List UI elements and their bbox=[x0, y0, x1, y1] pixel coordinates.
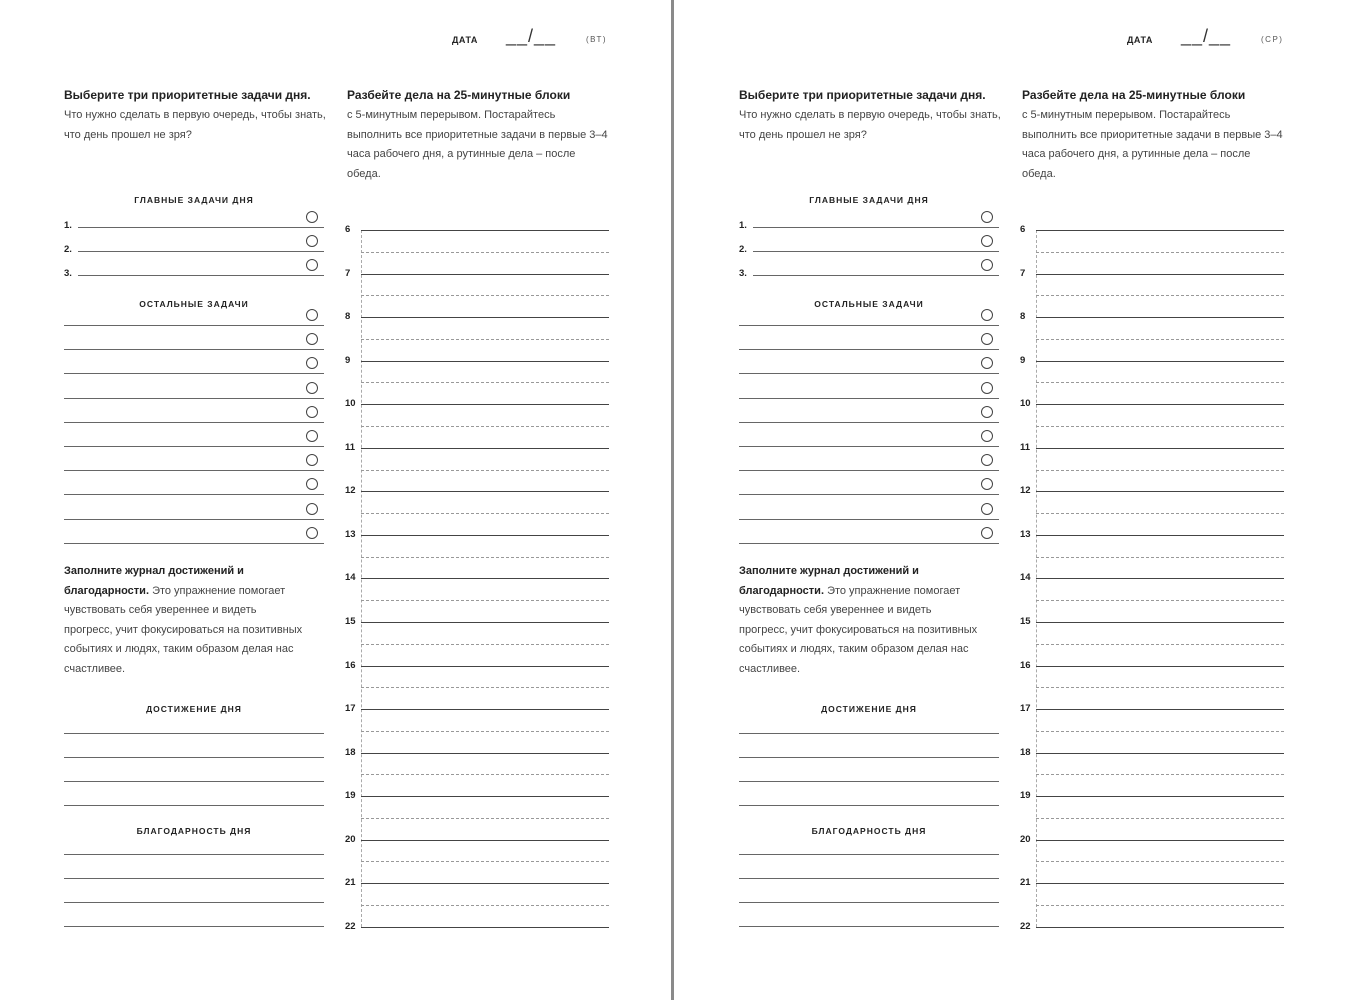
main-task-number: 1. bbox=[64, 220, 72, 231]
hour-label: 11 bbox=[1020, 441, 1031, 453]
gratitude-label: БЛАГОДАРНОСТЬ ДНЯ bbox=[136, 826, 252, 836]
gratitude-line[interactable] bbox=[739, 902, 999, 903]
journal-text bbox=[64, 562, 304, 679]
half-hour-line[interactable] bbox=[1036, 818, 1284, 819]
hour-line[interactable] bbox=[1036, 622, 1284, 623]
priorities-text: Что нужно сделать в первую очередь, чтобы знать, что день прошел не зря? bbox=[739, 109, 1001, 141]
date-blank-field[interactable]: __/__ bbox=[1181, 26, 1232, 46]
hour-label: 16 bbox=[345, 659, 356, 671]
gratitude-label: БЛАГОДАРНОСТЬ ДНЯ bbox=[811, 826, 927, 836]
journal-description: Это упражнение помогает чувствовать себя увереннее и видеть прогресс, учит фокусироваться на позитивных событиях и людях, таким образом делая нас счастливее. bbox=[739, 584, 978, 675]
hour-label: 6 bbox=[1020, 224, 1026, 235]
hour-line[interactable] bbox=[1036, 404, 1284, 405]
hour-line[interactable] bbox=[361, 622, 609, 623]
main-task-number: 2. bbox=[64, 244, 72, 255]
half-hour-line[interactable] bbox=[1036, 557, 1284, 558]
half-hour-line[interactable] bbox=[1036, 470, 1284, 471]
other-task-line[interactable] bbox=[739, 325, 999, 326]
hour-label: 12 bbox=[1020, 485, 1031, 497]
other-tasks-label: ОСТАЛЬНЫЕ ЗАДАЧИ bbox=[139, 299, 249, 309]
task-checkbox-circle[interactable] bbox=[306, 333, 318, 345]
main-tasks-label: ГЛАВНЫЕ ЗАДАЧИ ДНЯ bbox=[134, 195, 254, 205]
main-task-line[interactable] bbox=[78, 275, 324, 276]
half-hour-line[interactable] bbox=[1036, 731, 1284, 732]
task-checkbox-circle[interactable] bbox=[981, 454, 993, 466]
hour-line[interactable] bbox=[1036, 796, 1284, 797]
half-hour-line[interactable] bbox=[1036, 774, 1284, 775]
hour-line[interactable] bbox=[1036, 274, 1284, 275]
hour-line[interactable] bbox=[361, 666, 609, 667]
main-tasks-label: ГЛАВНЫЕ ЗАДАЧИ ДНЯ bbox=[809, 195, 929, 205]
blocks-heading: Разбейте дела на 25-минутные блоки bbox=[1022, 88, 1246, 102]
other-task-line[interactable] bbox=[64, 470, 324, 471]
half-hour-line[interactable] bbox=[1036, 513, 1284, 514]
hour-label: 18 bbox=[1020, 746, 1031, 758]
half-hour-line[interactable] bbox=[1036, 905, 1284, 906]
task-checkbox-circle[interactable] bbox=[981, 478, 993, 490]
half-hour-line[interactable] bbox=[361, 382, 609, 383]
other-task-line[interactable] bbox=[64, 422, 324, 423]
other-task-line[interactable] bbox=[739, 543, 999, 544]
hour-line[interactable] bbox=[361, 709, 609, 710]
hour-label: 10 bbox=[1020, 398, 1031, 410]
hour-label: 11 bbox=[345, 441, 356, 453]
half-hour-line[interactable] bbox=[361, 731, 609, 732]
other-task-line[interactable] bbox=[64, 325, 324, 326]
other-task-line[interactable] bbox=[739, 470, 999, 471]
other-task-line[interactable] bbox=[64, 494, 324, 495]
other-task-line[interactable] bbox=[739, 519, 999, 520]
half-hour-line[interactable] bbox=[361, 644, 609, 645]
half-hour-line[interactable] bbox=[361, 818, 609, 819]
main-task-line[interactable] bbox=[78, 227, 324, 228]
gratitude-line[interactable] bbox=[739, 878, 999, 879]
task-checkbox-circle[interactable] bbox=[981, 430, 993, 442]
hour-label: 14 bbox=[345, 572, 356, 584]
hour-label: 7 bbox=[1020, 267, 1026, 279]
task-checkbox-circle[interactable] bbox=[981, 309, 993, 321]
hour-line[interactable] bbox=[1036, 448, 1284, 449]
hour-label: 17 bbox=[345, 703, 356, 715]
hour-line[interactable] bbox=[1036, 709, 1284, 710]
hour-label: 21 bbox=[345, 877, 356, 889]
achievement-label: ДОСТИЖЕНИЕ ДНЯ bbox=[821, 704, 917, 714]
hour-label: 17 bbox=[1020, 703, 1031, 715]
hour-line[interactable] bbox=[1036, 535, 1284, 536]
task-checkbox-circle[interactable] bbox=[981, 259, 993, 271]
blocks-text: с 5-минутным перерывом. Постарайтесь выполнить все приоритетные задачи в первые 3–4 часа рабочего дня, а рутинные дела – после обеда. bbox=[347, 109, 608, 180]
hour-line[interactable] bbox=[361, 448, 609, 449]
priorities-text: Что нужно сделать в первую очередь, чтобы знать, что день прошел не зря? bbox=[64, 109, 326, 141]
date-label: ДАТА bbox=[1127, 35, 1153, 45]
gratitude-line[interactable] bbox=[739, 854, 999, 855]
task-checkbox-circle[interactable] bbox=[981, 382, 993, 394]
task-checkbox-circle[interactable] bbox=[306, 406, 318, 418]
main-task-number: 2. bbox=[739, 244, 747, 255]
hour-line[interactable] bbox=[1036, 491, 1284, 492]
date-label: ДАТА bbox=[452, 35, 478, 45]
other-task-line[interactable] bbox=[64, 373, 324, 374]
other-task-line[interactable] bbox=[739, 398, 999, 399]
main-task-line[interactable] bbox=[753, 227, 999, 228]
achievement-label: ДОСТИЖЕНИЕ ДНЯ bbox=[146, 704, 242, 714]
hour-label: 13 bbox=[345, 528, 356, 540]
task-checkbox-circle[interactable] bbox=[981, 333, 993, 345]
hour-label: 9 bbox=[345, 354, 351, 366]
other-task-line[interactable] bbox=[64, 398, 324, 399]
journal-heading: Заполните журнал достижений и благодарности. bbox=[739, 565, 919, 597]
half-hour-line[interactable] bbox=[1036, 600, 1284, 601]
task-checkbox-circle[interactable] bbox=[306, 259, 318, 271]
task-checkbox-circle[interactable] bbox=[981, 357, 993, 369]
hour-label: 16 bbox=[1020, 659, 1031, 671]
hour-line[interactable] bbox=[361, 883, 609, 884]
hour-line[interactable] bbox=[1036, 666, 1284, 667]
gratitude-line[interactable] bbox=[64, 902, 324, 903]
half-hour-line[interactable] bbox=[1036, 252, 1284, 253]
half-hour-line[interactable] bbox=[361, 426, 609, 427]
hour-label: 12 bbox=[345, 485, 356, 497]
half-hour-line[interactable] bbox=[1036, 382, 1284, 383]
half-hour-line[interactable] bbox=[1036, 339, 1284, 340]
gratitude-line[interactable] bbox=[739, 926, 999, 927]
hour-line[interactable] bbox=[1036, 840, 1284, 841]
hour-line[interactable] bbox=[361, 361, 609, 362]
hour-line[interactable] bbox=[361, 230, 609, 231]
hour-label: 14 bbox=[1020, 572, 1031, 584]
other-task-line[interactable] bbox=[739, 494, 999, 495]
half-hour-line[interactable] bbox=[361, 295, 609, 296]
main-task-line[interactable] bbox=[753, 251, 999, 252]
task-checkbox-circle[interactable] bbox=[306, 527, 318, 539]
hour-label: 10 bbox=[345, 398, 356, 410]
task-checkbox-circle[interactable] bbox=[981, 503, 993, 515]
hour-label: 20 bbox=[1020, 833, 1031, 845]
hour-line[interactable] bbox=[361, 535, 609, 536]
main-task-line[interactable] bbox=[753, 275, 999, 276]
journal-heading: Заполните журнал достижений и благодарности. bbox=[64, 565, 244, 597]
hour-label: 22 bbox=[345, 920, 356, 932]
half-hour-line[interactable] bbox=[361, 774, 609, 775]
gratitude-line[interactable] bbox=[64, 878, 324, 879]
achievement-line[interactable] bbox=[64, 781, 324, 782]
half-hour-line[interactable] bbox=[361, 339, 609, 340]
main-task-line[interactable] bbox=[78, 251, 324, 252]
hour-line[interactable] bbox=[1036, 317, 1284, 318]
achievement-line[interactable] bbox=[739, 757, 999, 758]
hour-label: 20 bbox=[345, 833, 356, 845]
other-task-line[interactable] bbox=[64, 543, 324, 544]
half-hour-line[interactable] bbox=[361, 470, 609, 471]
achievement-line[interactable] bbox=[739, 781, 999, 782]
half-hour-line[interactable] bbox=[361, 513, 609, 514]
hour-line[interactable] bbox=[1036, 578, 1284, 579]
half-hour-line[interactable] bbox=[1036, 861, 1284, 862]
half-hour-line[interactable] bbox=[361, 557, 609, 558]
hour-line[interactable] bbox=[361, 840, 609, 841]
task-checkbox-circle[interactable] bbox=[306, 357, 318, 369]
task-checkbox-circle[interactable] bbox=[306, 211, 318, 223]
half-hour-line[interactable] bbox=[361, 905, 609, 906]
day-of-week: (СР) bbox=[1261, 35, 1284, 44]
half-hour-line[interactable] bbox=[1036, 426, 1284, 427]
other-task-line[interactable] bbox=[64, 349, 324, 350]
half-hour-line[interactable] bbox=[361, 687, 609, 688]
hour-line[interactable] bbox=[1036, 230, 1284, 231]
hour-label: 21 bbox=[1020, 877, 1031, 889]
gratitude-line[interactable] bbox=[64, 854, 324, 855]
half-hour-line[interactable] bbox=[361, 600, 609, 601]
other-tasks-label: ОСТАЛЬНЫЕ ЗАДАЧИ bbox=[814, 299, 924, 309]
other-task-line[interactable] bbox=[739, 446, 999, 447]
hour-line[interactable] bbox=[361, 317, 609, 318]
hour-label: 19 bbox=[345, 790, 356, 802]
other-task-line[interactable] bbox=[739, 373, 999, 374]
other-task-line[interactable] bbox=[739, 422, 999, 423]
task-checkbox-circle[interactable] bbox=[981, 235, 993, 247]
hour-line[interactable] bbox=[1036, 361, 1284, 362]
other-task-line[interactable] bbox=[739, 349, 999, 350]
achievement-line[interactable] bbox=[64, 805, 324, 806]
hour-label: 22 bbox=[1020, 920, 1031, 932]
other-task-line[interactable] bbox=[64, 446, 324, 447]
achievement-line[interactable] bbox=[739, 733, 999, 734]
task-checkbox-circle[interactable] bbox=[306, 430, 318, 442]
hour-label: 15 bbox=[345, 615, 356, 627]
blocks-heading: Разбейте дела на 25-минутные блоки bbox=[347, 88, 571, 102]
priorities-heading: Выберите три приоритетные задачи дня. bbox=[739, 88, 986, 102]
task-checkbox-circle[interactable] bbox=[306, 478, 318, 490]
task-checkbox-circle[interactable] bbox=[306, 503, 318, 515]
hour-line[interactable] bbox=[1036, 753, 1284, 754]
blocks-text: с 5-минутным перерывом. Постарайтесь выполнить все приоритетные задачи в первые 3–4 часа рабочего дня, а рутинные дела – после обеда. bbox=[1022, 109, 1283, 180]
other-task-line[interactable] bbox=[64, 519, 324, 520]
journal-description: Это упражнение помогает чувствовать себя увереннее и видеть прогресс, учит фокусироваться на позитивных событиях и людях, таким образом делая нас счастливее. bbox=[64, 584, 303, 675]
hour-label: 13 bbox=[1020, 528, 1031, 540]
achievement-line[interactable] bbox=[64, 733, 324, 734]
main-task-number: 3. bbox=[64, 268, 72, 279]
journal-text bbox=[739, 562, 979, 679]
achievement-line[interactable] bbox=[64, 757, 324, 758]
hour-line[interactable] bbox=[361, 274, 609, 275]
hour-label: 19 bbox=[1020, 790, 1031, 802]
task-checkbox-circle[interactable] bbox=[981, 211, 993, 223]
hour-line[interactable] bbox=[361, 927, 609, 928]
task-checkbox-circle[interactable] bbox=[306, 309, 318, 321]
task-checkbox-circle[interactable] bbox=[981, 406, 993, 418]
date-row bbox=[1127, 26, 1297, 46]
gratitude-line[interactable] bbox=[64, 926, 324, 927]
hour-label: 15 bbox=[1020, 615, 1031, 627]
task-checkbox-circle[interactable] bbox=[306, 454, 318, 466]
hour-line[interactable] bbox=[361, 404, 609, 405]
hour-line[interactable] bbox=[361, 491, 609, 492]
hour-label: 6 bbox=[345, 224, 351, 235]
half-hour-line[interactable] bbox=[1036, 644, 1284, 645]
task-checkbox-circle[interactable] bbox=[306, 382, 318, 394]
date-blank-field[interactable]: __/__ bbox=[506, 26, 557, 46]
task-checkbox-circle[interactable] bbox=[306, 235, 318, 247]
hour-line[interactable] bbox=[1036, 883, 1284, 884]
page-left bbox=[0, 0, 672, 1000]
hour-label: 18 bbox=[345, 746, 356, 758]
priorities-heading: Выберите три приоритетные задачи дня. bbox=[64, 88, 311, 102]
achievement-line[interactable] bbox=[739, 805, 999, 806]
hour-label: 8 bbox=[345, 311, 351, 323]
day-of-week: (ВТ) bbox=[586, 35, 608, 44]
half-hour-line[interactable] bbox=[361, 252, 609, 253]
hour-label: 7 bbox=[345, 267, 351, 279]
page-right bbox=[675, 0, 1347, 1000]
hour-line[interactable] bbox=[361, 753, 609, 754]
main-task-number: 3. bbox=[739, 268, 747, 279]
hour-line[interactable] bbox=[361, 796, 609, 797]
hour-label: 8 bbox=[1020, 311, 1026, 323]
half-hour-line[interactable] bbox=[361, 861, 609, 862]
task-checkbox-circle[interactable] bbox=[981, 527, 993, 539]
main-task-number: 1. bbox=[739, 220, 747, 231]
half-hour-line[interactable] bbox=[1036, 687, 1284, 688]
date-row bbox=[452, 26, 622, 46]
hour-label: 9 bbox=[1020, 354, 1026, 366]
hour-line[interactable] bbox=[361, 578, 609, 579]
half-hour-line[interactable] bbox=[1036, 295, 1284, 296]
hour-line[interactable] bbox=[1036, 927, 1284, 928]
